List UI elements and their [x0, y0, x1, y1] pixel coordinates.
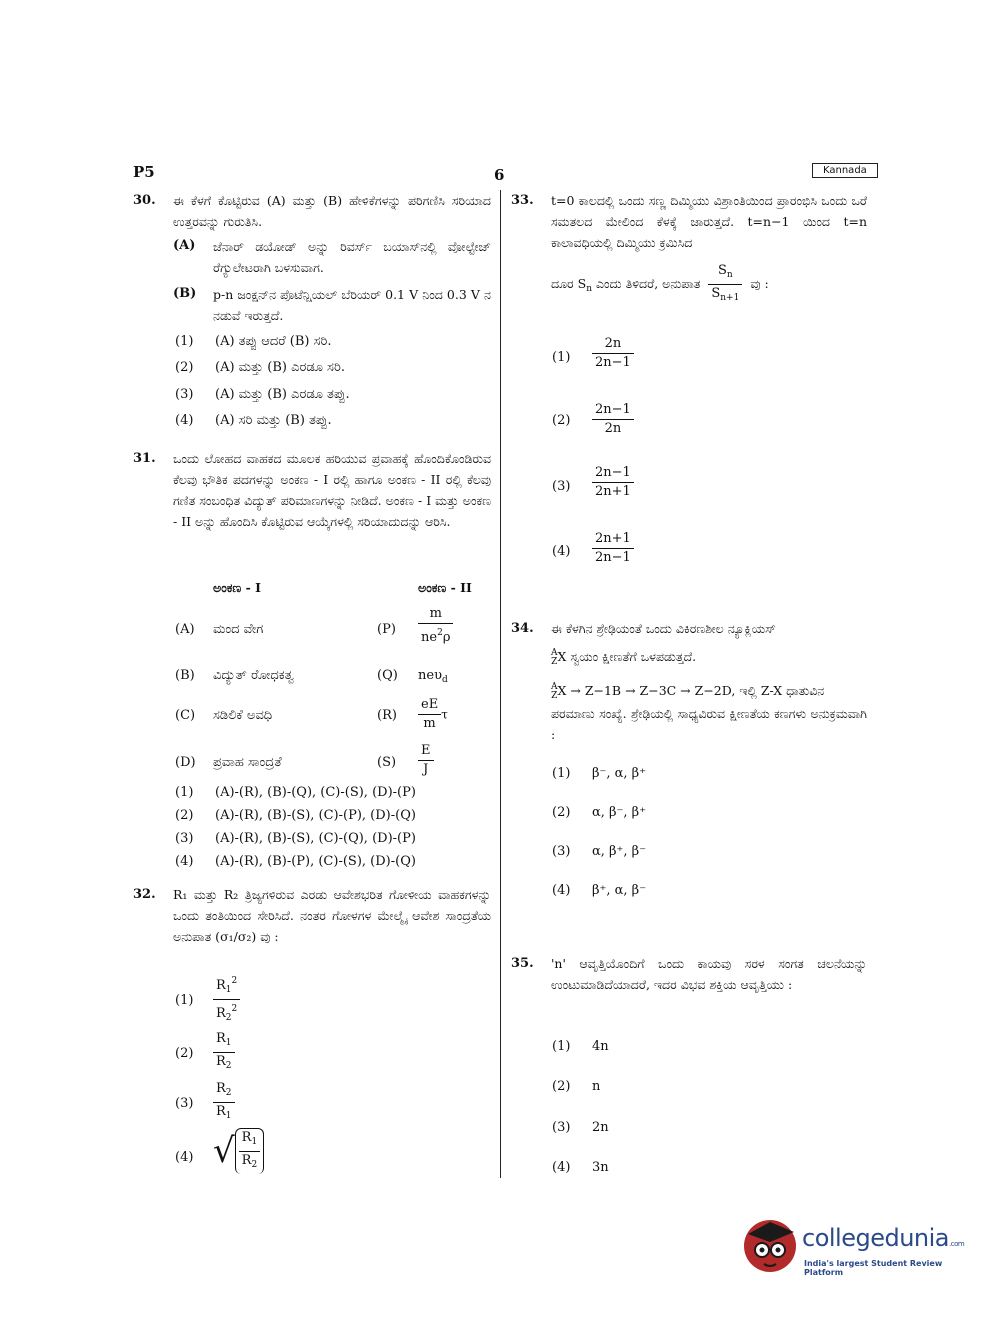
- question-text-ratio: ದೂರ $S_n$ ಎಂದು ತಿಳಿದರೆ, ಅನುಪಾತ $\frac{S_n}{S_{n+1}}$ ವು :: [551, 263, 769, 303]
- question-text: t=0 ಕಾಲದಲ್ಲಿ ಒಂದು ಸಣ್ಣ ದಿಮ್ಮಿಯು ವಿಶ್ರಾಂತಿಯಿಂದ ಪ್ರಾರಂಭಿಸಿ ಒಂದು ಒರೆ ಸಮತಲದ ಮೇಲಿಂದ ಕೆಳಕ್ಕೆ ಜಾರುತ್ತದೆ. t=n−1 ಯಿಂದ t=n ಕಾಲಾವಧಿಯಲ್ಲಿ ದಿಮ್ಮಿಯು ಕ್ರಮಿಸಿದ: [551, 193, 867, 250]
- option-number: (1): [552, 1039, 571, 1054]
- option-number: (1): [175, 993, 194, 1008]
- option-fraction[interactable]: $\frac{R_1}{R_2}$: [213, 1030, 235, 1075]
- option-text[interactable]: 2n: [592, 1120, 609, 1135]
- formula-expression: neυ$_d$: [418, 668, 448, 685]
- option-fraction[interactable]: $\frac{2n-1}{2n}$: [592, 401, 634, 438]
- row-label: (B): [175, 668, 195, 683]
- option-number: (3): [552, 479, 571, 494]
- logo-suffix: .com: [949, 1240, 965, 1248]
- question-number: 35.: [511, 956, 534, 971]
- column-divider: [500, 190, 501, 1178]
- option-text[interactable]: (A) ಮತ್ತು (B) ಎರಡೂ ಸರಿ.: [215, 360, 345, 375]
- option-text[interactable]: (A) ತಪ್ಪು ಆದರೆ (B) ಸರಿ.: [215, 334, 332, 349]
- row-term: ಮಂದ ವೇಗ: [213, 622, 264, 637]
- option-text[interactable]: n: [592, 1079, 601, 1094]
- page-number: 6: [494, 166, 505, 184]
- option-number: (4): [175, 1150, 194, 1165]
- column-2-heading: ಅಂಕಣ - II: [418, 580, 472, 595]
- option-fraction[interactable]: $\frac{2n-1}{2n+1}$: [592, 464, 634, 501]
- row-label: (A): [175, 622, 195, 637]
- option-number: (2): [552, 805, 571, 820]
- question-number: 30.: [133, 193, 156, 208]
- option-number: (4): [552, 544, 571, 559]
- question-text: ಈ ಕೆಳಗೆ ಕೊಟ್ಟಿರುವ (A) ಮತ್ತು (B) ಹೇಳಿಕೆಗಳನ್ನು ಪರಿಗಣಿಸಿ ಸರಿಯಾದ ಉತ್ತರವನ್ನು ಗುರುತಿಸಿ.: [173, 193, 491, 229]
- option-number: (3): [552, 1120, 571, 1135]
- option-number: (1): [175, 334, 194, 349]
- row-label: (P): [377, 622, 396, 637]
- option-text[interactable]: 3n: [592, 1160, 609, 1175]
- row-label: (S): [377, 755, 397, 770]
- option-fraction[interactable]: √ $\frac{R_1}{R_2}$: [213, 1128, 264, 1174]
- option-number: (4): [175, 413, 194, 428]
- option-text[interactable]: (A)-(R), (B)-(P), (C)-(S), (D)-(Q): [215, 854, 416, 869]
- statement-label: (B): [173, 286, 197, 301]
- option-text[interactable]: α, β⁺, β⁻: [592, 844, 647, 859]
- square-root-icon: √: [213, 1131, 235, 1171]
- question-number: 34.: [511, 621, 534, 636]
- option-number: (2): [175, 1046, 194, 1061]
- option-number: (2): [552, 1079, 571, 1094]
- statement-text: p-n ಜಂಕ್ಷನ್‌ನ ಪೊಟೆನ್ಷಿಯಲ್ ಬೆರಿಯರ್ 0.1 V ನಿಂದ 0.3 V ನ ನಡುವೆ ಇರುತ್ತದೆ.: [213, 287, 491, 323]
- formula-fraction: $\frac{E}{J}$: [418, 742, 434, 779]
- mascot-icon: [742, 1212, 802, 1278]
- option-number: (3): [552, 844, 571, 859]
- option-number: (4): [552, 883, 571, 898]
- option-number: (1): [552, 766, 571, 781]
- option-number: (2): [175, 360, 194, 375]
- option-number: (1): [175, 785, 194, 800]
- statement-text: ಜೆನಾರ್ ಡಯೋಡ್ ಅನ್ನು ರಿವರ್ಸ್ ಬಯಾಸ್‌ನಲ್ಲಿ ವೋಲ್ಟೇಜ್ ರೆಗ್ಯುಲೇಟರಾಗಿ ಬಳಸುವಾಗ.: [213, 239, 491, 275]
- option-fraction[interactable]: $\frac{2n+1}{2n-1}$: [592, 530, 634, 567]
- formula-fraction: $\frac{eE}{m}$: [418, 696, 441, 733]
- option-text[interactable]: β⁺, α, β⁻: [592, 883, 647, 898]
- option-text[interactable]: (A)-(R), (B)-(S), (C)-(P), (D)-(Q): [215, 808, 416, 823]
- option-number: (2): [552, 413, 571, 428]
- row-label: (C): [175, 708, 196, 723]
- option-number: (3): [175, 831, 194, 846]
- option-text[interactable]: (A)-(R), (B)-(S), (C)-(Q), (D)-(P): [215, 831, 416, 846]
- question-text: ಈ ಕೆಳಗಿನ ಶ್ರೇಢಿಯಂತೆ ಒಂದು ವಿಕಿರಣಶೀಲ ನ್ಯೂಕ್ಲಿಯಸ್: [551, 621, 776, 636]
- formula-fraction: $\frac{m}{ne^2\rho}$: [418, 605, 453, 647]
- option-fraction[interactable]: $\frac{2n}{2n-1}$: [592, 335, 634, 372]
- logo-wordmark: collegedunia: [802, 1224, 950, 1252]
- option-text[interactable]: (A)-(R), (B)-(Q), (C)-(S), (D)-(P): [215, 785, 416, 800]
- option-number: (3): [175, 387, 194, 402]
- option-number: (2): [175, 808, 194, 823]
- decay-chain: A ZX → Z−1B → Z−3C → Z−2D, ಇಲ್ಲಿ Z-X ಧಾತುವಿನ: [551, 681, 825, 701]
- option-text[interactable]: β⁻, α, β⁺: [592, 766, 647, 781]
- nucleus-line: A ZX ಸ್ವಯಂ ಕ್ಷೀಣತೆಗೆ ಒಳಪಡುತ್ತದೆ.: [551, 647, 697, 667]
- question-text: 'n' ಆವೃತ್ತಿಯೊಂದಿಗೆ ಒಂದು ಕಾಯವು ಸರಳ ಸಂಗತ ಚಲನೆಯನ್ನು ಉಂಟುಮಾಡಿದೆಯಾದರೆ, ಇದರ ವಿಭವ ಶಕ್ತಿಯ ಆವೃತ್ತಿಯು :: [551, 956, 867, 992]
- paper-code: P5: [133, 163, 155, 181]
- option-number: (3): [175, 1096, 194, 1111]
- option-fraction[interactable]: $\frac{R_1^2}{R_2^2}$: [213, 972, 240, 1027]
- logo-tagline: India's largest Student Review Platform: [804, 1259, 943, 1277]
- statement-label: (A): [173, 238, 196, 253]
- option-fraction[interactable]: $\frac{R_2}{R_1}$: [213, 1080, 235, 1125]
- question-number: 32.: [133, 887, 156, 902]
- option-text[interactable]: (A) ಮತ್ತು (B) ಎರಡೂ ತಪ್ಪು.: [215, 387, 350, 402]
- option-number: (4): [552, 1160, 571, 1175]
- column-1-heading: ಅಂಕಣ - I: [213, 580, 262, 595]
- row-term: ಪ್ರವಾಹ ಸಾಂದ್ರತೆ: [213, 755, 282, 770]
- row-term: ವಿದ್ಯುತ್ ರೋಧಕತ್ವ: [213, 668, 294, 683]
- language-tag: Kannada: [812, 163, 878, 178]
- question-number: 31.: [133, 451, 156, 466]
- question-number: 33.: [511, 193, 534, 208]
- question-text: ಒಂದು ಲೋಹದ ವಾಹಕದ ಮೂಲಕ ಹರಿಯುವ ಪ್ರವಾಹಕ್ಕೆ ಹೊಂದಿಕೊಂಡಿರುವ ಕೆಲವು ಭೌತಿಕ ಪದಗಳನ್ನು ಅಂಕಣ - I ರಲ್ಲಿ ಹಾಗೂ ಅಂಕಣ - II ರಲ್ಲಿ ಕೆಲವು ಗಣಿತ ಸಂಬಂಧಿತ ವಿದ್ಯುತ್ ಪರಿಮಾಣಗಳನ್ನು ನೀಡಿದೆ. ಅಂಕಣ - I ಮತ್ತು ಅಂಕಣ - II ಅನ್ನು ಹೊಂದಿಸಿ ಕೊಟ್ಟಿರುವ ಆಯ್ಕೆಗಳಲ್ಲಿ ಸರಿಯಾದುದನ್ನು ಆರಿಸಿ.: [173, 451, 491, 529]
- option-number: (4): [175, 854, 194, 869]
- question-text-cont: ಪರಮಾಣು ಸಂಖ್ಯೆ. ಶ್ರೇಢಿಯಲ್ಲಿ ಸಾಧ್ಯವಿರುವ ಕ್ಷೀಣತೆಯ ಕಣಗಳು ಅನುಕ್ರಮವಾಗಿ :: [551, 706, 867, 742]
- option-number: (1): [552, 350, 571, 365]
- row-label: (D): [175, 755, 196, 770]
- row-label: (R): [377, 708, 397, 723]
- row-label: (Q): [377, 668, 398, 683]
- option-text[interactable]: 4n: [592, 1039, 609, 1054]
- collegedunia-logo: [742, 1212, 972, 1282]
- option-text[interactable]: (A) ಸರಿ ಮತ್ತು (B) ತಪ್ಪು.: [215, 413, 332, 428]
- row-term: ಸಡಿಲಿಕೆ ಅವಧಿ: [213, 708, 273, 723]
- option-text[interactable]: α, β⁻, β⁺: [592, 805, 647, 820]
- question-text: R₁ ಮತ್ತು R₂ ತ್ರಿಜ್ಯಗಳಿರುವ ಎರಡು ಆವೇಶಭರಿತ ಗೋಳೀಯ ವಾಹಕಗಳನ್ನು ಒಂದು ತಂತಿಯಿಂದ ಸೇರಿಸಿದೆ. ನಂತರ ಗೋಳಗಳ ಮೇಲ್ಮೈ ಆವೇಶ ಸಾಂದ್ರತೆಯ ಅನುಪಾತ (σ₁/σ₂) ವು :: [173, 887, 491, 944]
